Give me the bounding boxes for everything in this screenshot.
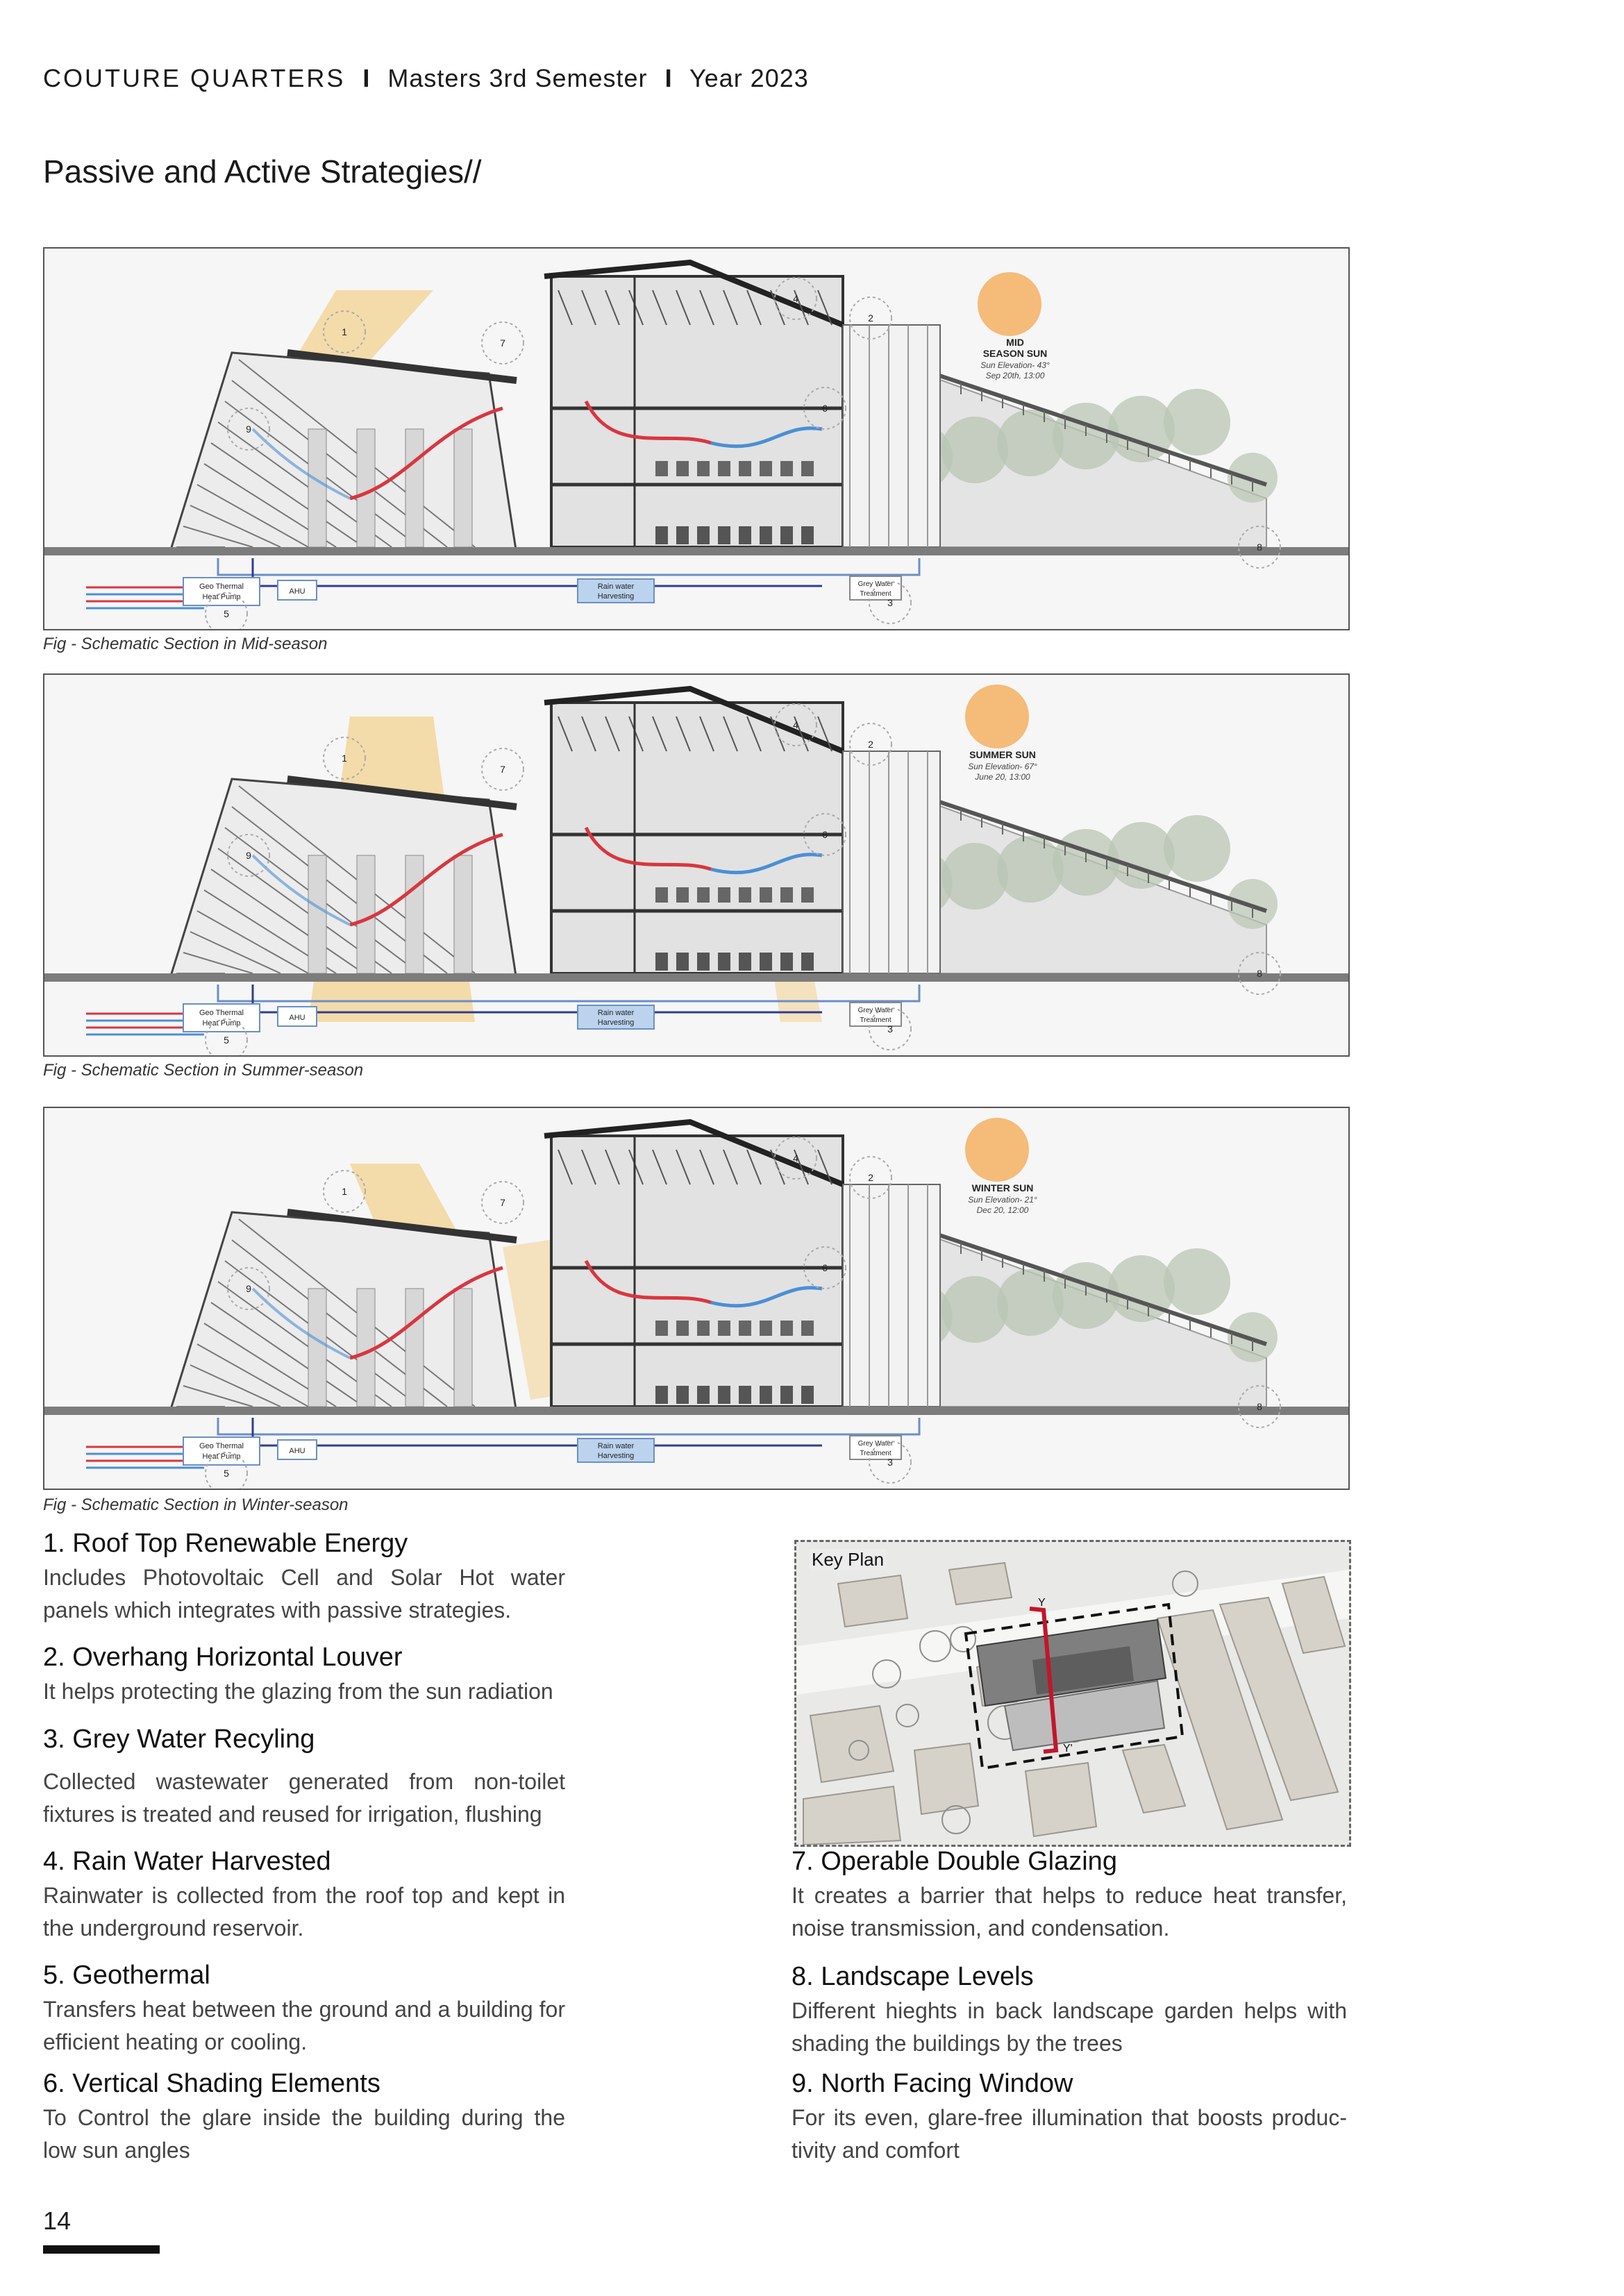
key-plan-label: Key Plan xyxy=(809,1549,887,1570)
svg-text:9: 9 xyxy=(246,1283,251,1294)
svg-text:Sun Elevation- 67°: Sun Elevation- 67° xyxy=(968,762,1037,771)
svg-text:4: 4 xyxy=(793,293,798,304)
strategy-title: 4. Rain Water Harvested xyxy=(43,1847,331,1876)
strategy-item xyxy=(43,1725,565,1831)
svg-text:4: 4 xyxy=(793,1153,798,1164)
svg-text:Sun Elevation- 21°: Sun Elevation- 21° xyxy=(968,1195,1037,1205)
year: Year 2023 xyxy=(689,64,809,92)
svg-text:6: 6 xyxy=(822,829,828,840)
svg-text:Geo Thermal: Geo Thermal xyxy=(199,1442,244,1450)
svg-text:9: 9 xyxy=(246,850,251,861)
strategy-text: It creates a barrier that helps to reduce heat transfer, noise transmission, and condensation. xyxy=(792,1883,1347,1941)
figure-caption: Fig - Schematic Section in Winter-season xyxy=(43,1495,349,1514)
header-separator: I xyxy=(664,64,673,92)
svg-text:Geo Thermal: Geo Thermal xyxy=(199,583,244,591)
strategy-item xyxy=(43,2069,565,2167)
svg-text:1: 1 xyxy=(342,753,347,764)
svg-text:7: 7 xyxy=(500,337,505,349)
strategy-text: Different hieghts in back landscape garden helps with shading the buildings by the trees xyxy=(792,1998,1347,2056)
svg-text:9: 9 xyxy=(246,424,251,435)
strategy-title: 2. Overhang Horizontal Louver xyxy=(43,1643,403,1672)
svg-text:Treatment: Treatment xyxy=(860,590,891,598)
svg-text:Treatment: Treatment xyxy=(860,1450,891,1457)
running-header xyxy=(43,64,809,93)
strategy-title: 3. Grey Water Recyling xyxy=(43,1725,315,1754)
page-number: 14 xyxy=(43,2206,72,2235)
section-drawing xyxy=(44,1108,1348,1489)
strategy-text: For its even, glare-free illumination that boosts produc-tivity and comfort xyxy=(792,2105,1347,2163)
strategy-item xyxy=(43,1847,565,1945)
svg-text:8: 8 xyxy=(1257,968,1262,979)
svg-text:1: 1 xyxy=(342,1186,347,1197)
svg-text:AHU: AHU xyxy=(289,1447,305,1455)
strategy-item xyxy=(792,1847,1347,1945)
svg-text:Harvesting: Harvesting xyxy=(597,1452,635,1460)
section-figure-summer xyxy=(43,673,1350,1057)
strategy-title: 9. North Facing Window xyxy=(792,2069,1073,2098)
svg-text:Grey Water: Grey Water xyxy=(857,1440,894,1448)
svg-text:7: 7 xyxy=(500,764,505,775)
svg-text:Grey Water: Grey Water xyxy=(857,580,894,588)
svg-text:3: 3 xyxy=(887,1457,893,1468)
strategy-item xyxy=(43,1529,565,1627)
svg-text:Sep 20th, 13:00: Sep 20th, 13:00 xyxy=(985,371,1045,380)
svg-text:WINTER SUN: WINTER SUN xyxy=(971,1182,1034,1193)
svg-text:6: 6 xyxy=(822,403,828,414)
svg-text:3: 3 xyxy=(887,597,893,608)
svg-text:Heat Pump: Heat Pump xyxy=(202,593,241,601)
svg-text:4: 4 xyxy=(793,719,798,730)
svg-text:Rain water: Rain water xyxy=(597,1442,635,1450)
key-plan-map xyxy=(796,1542,1349,1845)
strategy-title: 1. Roof Top Renewable Energy xyxy=(43,1529,408,1558)
svg-text:8: 8 xyxy=(1257,1401,1262,1412)
svg-text:SUMMER SUN: SUMMER SUN xyxy=(969,749,1036,760)
svg-text:MID: MID xyxy=(1006,337,1024,348)
svg-text:Heat Pump: Heat Pump xyxy=(202,1019,241,1028)
svg-text:Harvesting: Harvesting xyxy=(597,592,635,601)
section-figure-mid xyxy=(43,247,1350,630)
svg-text:6: 6 xyxy=(822,1262,828,1273)
svg-text:June 20, 13:00: June 20, 13:00 xyxy=(975,772,1030,782)
svg-text:Geo Thermal: Geo Thermal xyxy=(199,1009,244,1017)
strategy-title: 8. Landscape Levels xyxy=(792,1962,1034,1991)
svg-text:1: 1 xyxy=(342,326,347,337)
svg-text:AHU: AHU xyxy=(289,587,305,596)
section-mark: Y xyxy=(1038,1597,1046,1609)
figure-caption: Fig - Schematic Section in Summer-season xyxy=(43,1061,364,1080)
strategy-text: Transfers heat between the ground and a building for efficient heating or cooling. xyxy=(43,1997,565,2054)
svg-text:AHU: AHU xyxy=(289,1014,305,1022)
strategy-title: 7. Operable Double Glazing xyxy=(792,1847,1117,1876)
strategy-title: 6. Vertical Shading Elements xyxy=(43,2069,380,2098)
svg-text:2: 2 xyxy=(868,1172,873,1183)
svg-text:5: 5 xyxy=(224,1034,229,1046)
strategy-text: Collected wastewater generated from non-toilet fixtures is treated and reused for irrigation, flushing xyxy=(43,1769,565,1827)
svg-text:2: 2 xyxy=(868,739,873,750)
strategy-item xyxy=(792,1962,1347,2060)
strategy-text: To Control the glare inside the building during the low sun angles xyxy=(43,2105,565,2163)
svg-text:Dec 20, 12:00: Dec 20, 12:00 xyxy=(976,1205,1029,1215)
key-plan xyxy=(794,1540,1351,1847)
strategy-text: It helps protecting the glazing from the sun radiation xyxy=(43,1679,553,1704)
svg-text:Treatment: Treatment xyxy=(860,1016,891,1024)
page-number-bar xyxy=(43,2245,160,2254)
page-title: Passive and Active Strategies// xyxy=(43,153,482,190)
strategy-title: 5. Geothermal xyxy=(43,1961,210,1990)
strategy-item xyxy=(43,1961,565,2059)
svg-text:Sun Elevation- 43°: Sun Elevation- 43° xyxy=(980,360,1050,370)
svg-text:8: 8 xyxy=(1257,542,1262,553)
section-drawing xyxy=(44,249,1348,629)
svg-text:SEASON SUN: SEASON SUN xyxy=(982,348,1048,359)
svg-text:7: 7 xyxy=(500,1197,505,1208)
strategy-text: Includes Photovoltaic Cell and Solar Hot water panels which integrates with passive strategies. xyxy=(43,1565,565,1623)
section-figure-winter xyxy=(43,1107,1350,1490)
figure-caption: Fig - Schematic Section in Mid-season xyxy=(43,635,328,653)
svg-text:Grey Water: Grey Water xyxy=(857,1007,894,1014)
svg-text:3: 3 xyxy=(887,1023,893,1034)
svg-text:Heat Pump: Heat Pump xyxy=(202,1452,241,1461)
header-separator: I xyxy=(362,64,371,92)
svg-text:5: 5 xyxy=(224,608,229,619)
section-drawing xyxy=(44,675,1348,1055)
svg-text:2: 2 xyxy=(868,312,873,324)
project-name: COUTURE QUARTERS xyxy=(43,64,346,92)
section-mark: Y' xyxy=(1063,1743,1073,1754)
svg-text:5: 5 xyxy=(224,1468,229,1479)
course-name: Masters 3rd Semester xyxy=(387,64,648,92)
svg-text:Harvesting: Harvesting xyxy=(597,1019,635,1027)
svg-text:Rain water: Rain water xyxy=(597,583,635,591)
strategy-item xyxy=(43,1643,565,1708)
strategy-item xyxy=(792,2069,1347,2167)
strategy-text: Rainwater is collected from the roof top and kept in the underground reservoir. xyxy=(43,1883,565,1941)
svg-text:Rain water: Rain water xyxy=(597,1009,635,1017)
